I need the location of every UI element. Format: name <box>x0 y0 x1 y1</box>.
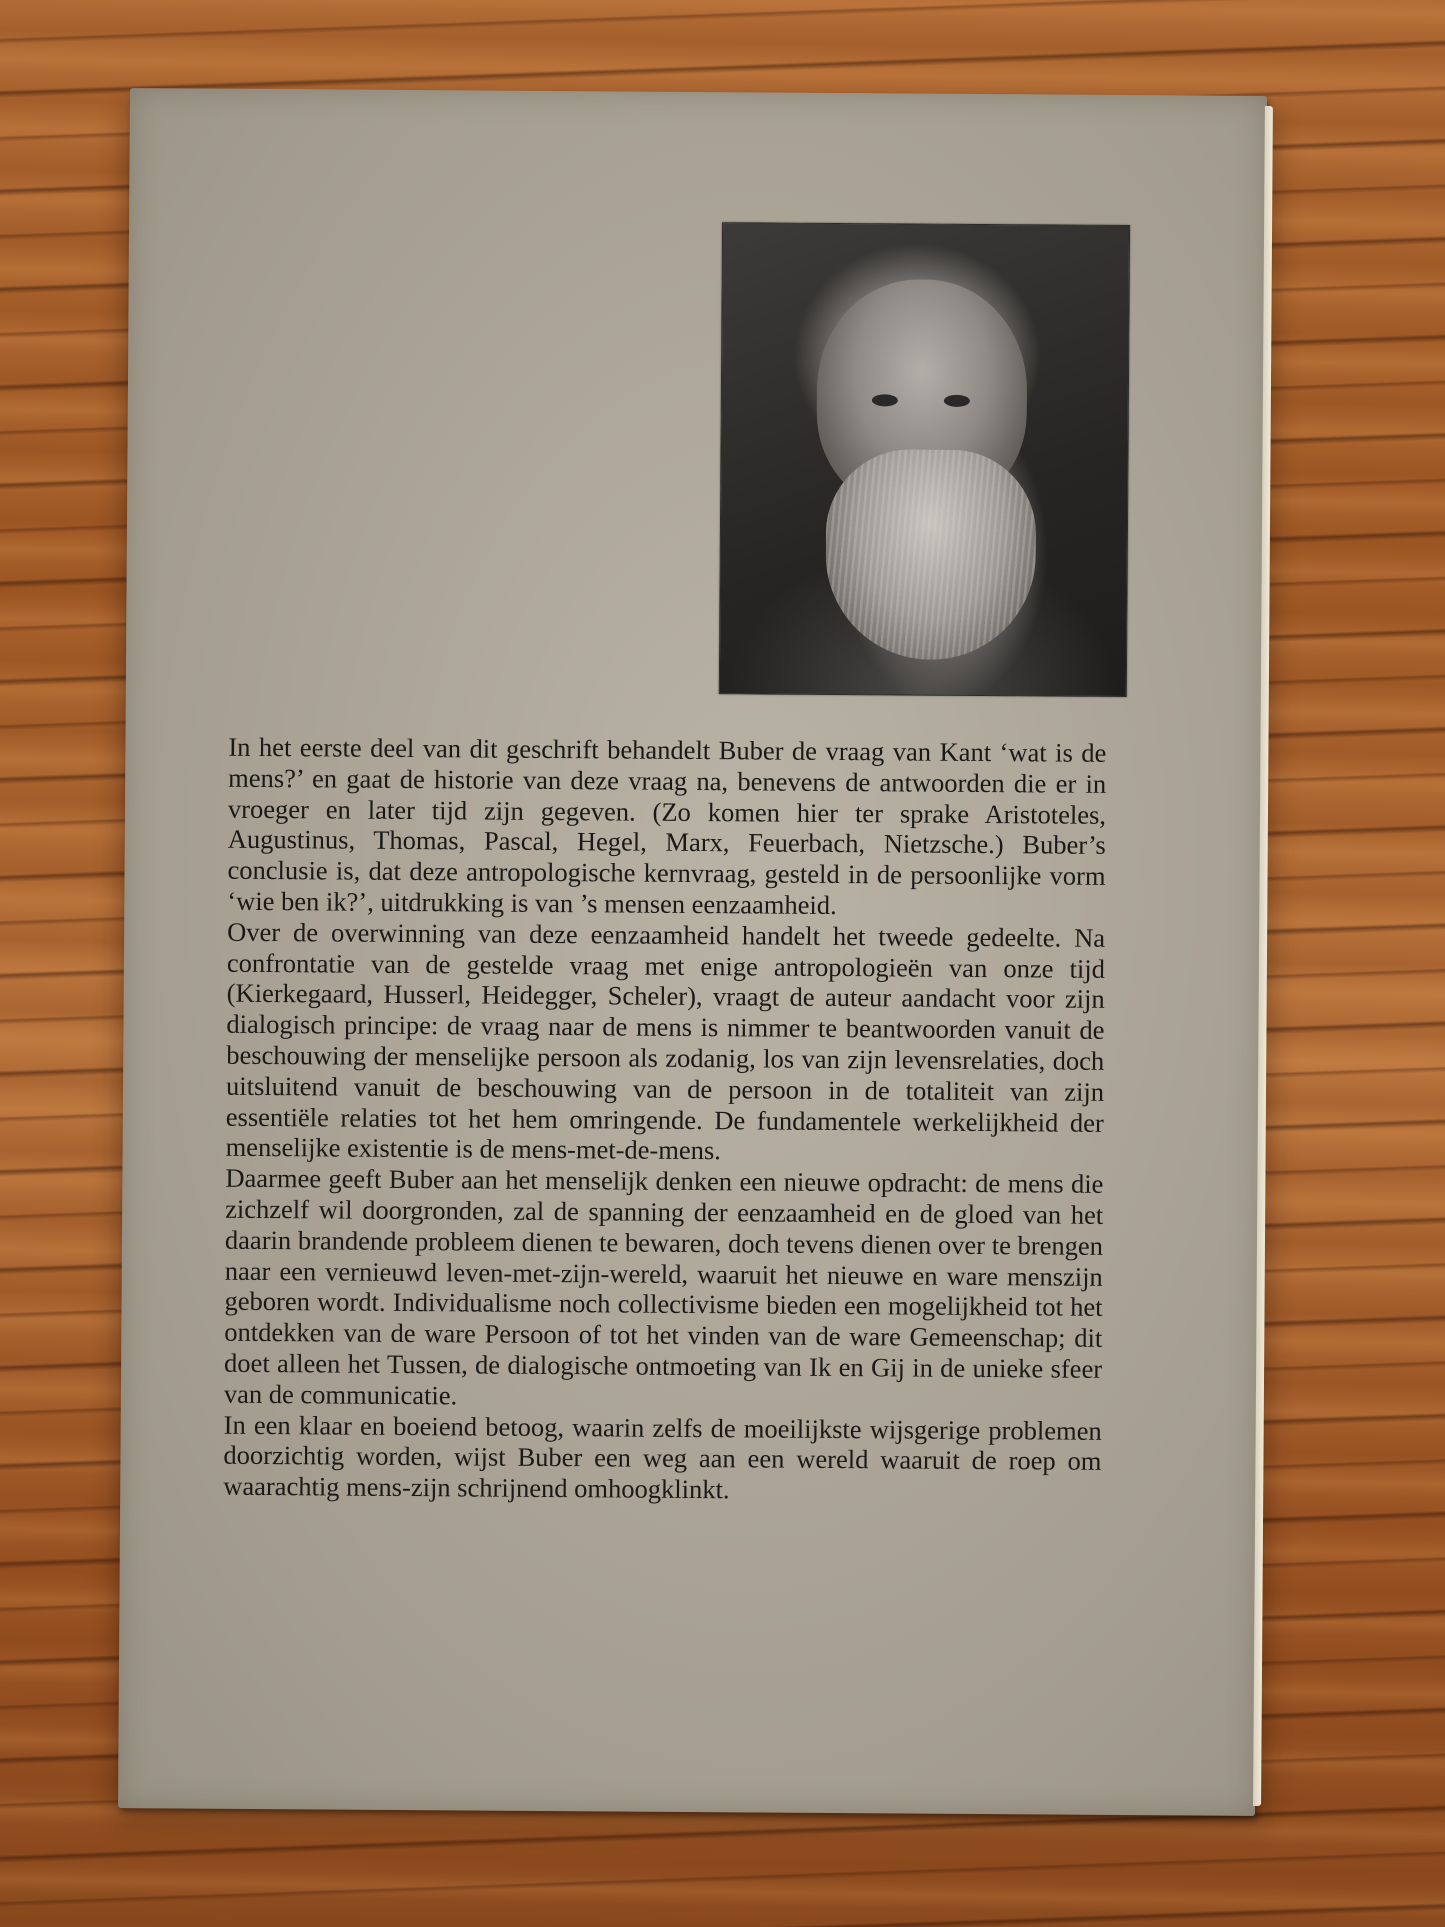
blurb-paragraph-4: In een klaar en boeiend betoog, waarin zelfs de moeilijkste wijsgerige problemen doorzichtig worden, wijst Buber een weg aan een wereld waaruit de roep om waarachtig mens-zijn schrijnend omhoogklinkt. <box>223 1409 1102 1505</box>
portrait-eye-right <box>944 395 970 407</box>
blurb-paragraph-3: Daarmee geeft Buber aan het menselijk denken een nieuwe opdracht: de mens die zichzelf wil doorgronden, zal de spanning der eenzaamheid en de gloed van het daarin brandende probleem dienen te bewaren, doch tevens dienen over te brengen naar een vernieuwd leven-met-zijn-wereld, waaruit het nieuwe en ware menszijn geboren wordt. Individualisme noch collectivisme bieden een mogelijkheid tot het ontdekken van de ware Persoon of tot het vinden van de ware Gemeenschap; dit doet alleen het Tussen, de dialogische ontmoeting van Ik en Gij in de unieke sfeer van de communicatie. <box>223 1162 1104 1411</box>
book-back-cover <box>118 88 1267 1816</box>
portrait-eye-left <box>872 394 898 406</box>
blurb-paragraph-2: Over de overwinning van deze eenzaamheid handelt het tweede gedeelte. Na confrontatie van de gestelde vraag met enige antropologieën van onze tijd (Kierkegaard, Husserl, Heidegger, Scheler), vraagt de auteur aandacht voor zijn dialogisch principe: de vraag naar de mens is nimmer te beantwoorden vanuit de beschouwing der menselijke persoon als zodanig, los van zijn levensrelaties, doch uitsluitend vanuit de beschouwing van de persoon in de totaliteit van zijn essentiële relaties tot het hem omringende. De fundamentele werkelijkheid der menselijke existentie is de mens-met-de-mens. <box>225 916 1106 1166</box>
portrait-beard <box>825 449 1036 660</box>
author-portrait <box>719 222 1130 697</box>
blurb-paragraph-1: In het eerste deel van dit geschrift behandelt Buber de vraag van Kant ‘wat is de mens?’ en gaat de historie van deze vraag na, benevens de antwoorden die er in vroeger en later tijd zijn gegeven. (Zo komen hier ter sprake Aristoteles, Augustinus, Thomas, Pascal, Hegel, Marx, Feuerbach, Nietzsche.) Buber’s conclusie is, dat deze antropologische kernvraag, gesteld in de persoonlijke vorm ‘wie ben ik?’, uitdrukking is van ’s mensen eenzaamheid. <box>227 731 1107 920</box>
cover-blurb <box>223 732 1106 1508</box>
